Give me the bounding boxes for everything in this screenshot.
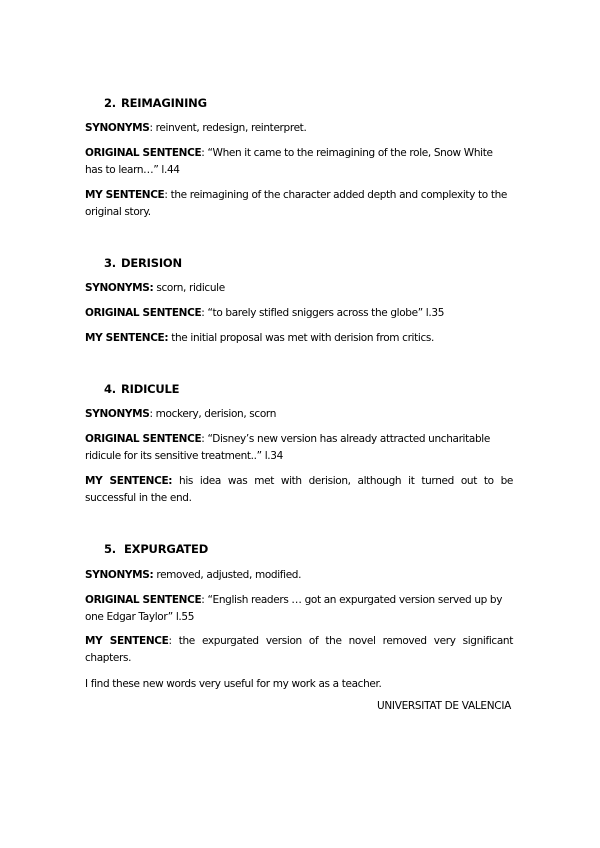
original-sentence [85, 305, 513, 322]
section-number: 5. [104, 542, 116, 556]
original-sentence-text: : “When it came to the reimagining of the role, Snow White has to learn…” l.44 [85, 147, 493, 176]
my-sentence-text: : the reimagining of the character added depth and complexity to the original story. [85, 189, 508, 218]
synonyms-label: SYNONYMS: [85, 569, 154, 581]
my-sentence [85, 187, 513, 221]
original-sentence-label: ORIGINAL SENTENCE [85, 433, 202, 445]
original-sentence [85, 145, 513, 179]
my-sentence-label: MY SENTENCE [85, 189, 165, 201]
original-sentence [85, 431, 513, 465]
synonyms-text: scorn, ridicule [153, 282, 225, 294]
my-sentence [85, 633, 513, 667]
my-sentence-text: the initial proposal was met with derision from critics. [168, 332, 434, 344]
synonyms-label: SYNONYMS [85, 122, 150, 134]
synonyms-label: SYNONYMS [85, 408, 150, 420]
synonyms-line [85, 406, 513, 423]
original-sentence-text: : “English readers … got an expurgated version served up by one Edgar Taylor” l.55 [85, 594, 503, 623]
synonyms-line [85, 120, 513, 137]
original-sentence-label: ORIGINAL SENTENCE [85, 594, 202, 606]
synonyms-line [85, 280, 513, 297]
section-number: 3. [104, 256, 116, 270]
section-title: EXPURGATED [124, 542, 209, 556]
section-heading [104, 542, 208, 556]
my-sentence-label: MY SENTENCE [85, 635, 169, 647]
my-sentence-text: his idea was met with derision, although it turned out to be successful in the end. [85, 475, 514, 504]
section-heading [104, 382, 179, 396]
synonyms-text: : mockery, derision, scorn [149, 408, 277, 420]
section-title: RIDICULE [121, 382, 180, 396]
my-sentence-text: : the expurgated version of the novel removed very significant chapters. [85, 635, 513, 664]
synonyms-label: SYNONYMS: [85, 282, 154, 294]
section-number: 4. [104, 382, 116, 396]
original-sentence [85, 592, 513, 626]
section-heading [104, 256, 182, 270]
synonyms-text: : reinvent, redesign, reinterpret. [149, 122, 307, 134]
my-sentence-label: MY SENTENCE: [85, 332, 169, 344]
my-sentence [85, 473, 513, 507]
original-sentence-text: : “to barely stifled sniggers across the globe” l.35 [201, 307, 445, 319]
original-sentence-label: ORIGINAL SENTENCE [85, 307, 202, 319]
my-sentence-label: MY SENTENCE: [85, 475, 173, 487]
footer-institution: UNIVERSITAT DE VALENCIA [376, 700, 511, 712]
section-number: 2. [104, 96, 116, 110]
original-sentence-text: : “Disney’s new version has already attracted uncharitable ridicule for its sensitive treatment..” l.34 [85, 433, 490, 462]
section-title: DERISION [121, 256, 182, 270]
synonyms-line [85, 567, 513, 584]
closing-text: I find these new words very useful for my work as a teacher. [85, 678, 382, 690]
my-sentence [85, 330, 513, 347]
synonyms-text: removed, adjusted, modified. [153, 569, 302, 581]
section-heading [104, 96, 207, 110]
section-title: REIMAGINING [121, 96, 207, 110]
original-sentence-label: ORIGINAL SENTENCE [85, 147, 202, 159]
